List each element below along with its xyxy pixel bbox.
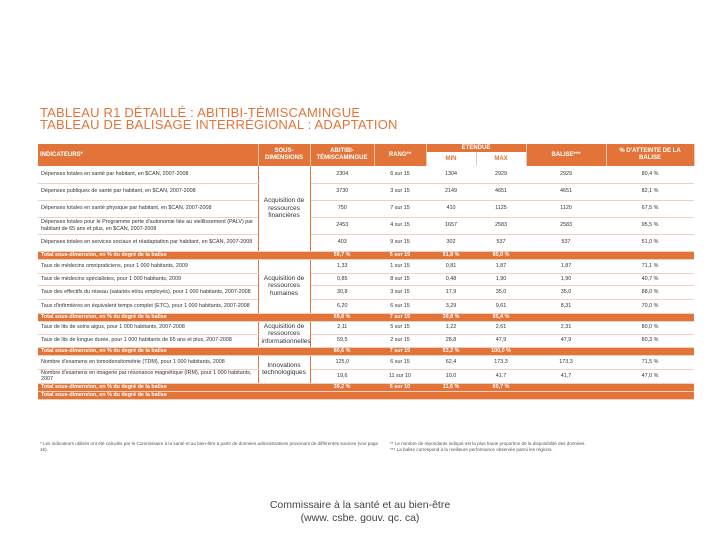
table-row (38, 334, 694, 347)
max-cell: 9,61 (476, 299, 526, 313)
note-left: * Les indicateurs utilisés ont été calculés par le Commissaire à la santé et au bien-être à partir de données administratives provenant de différentes sources (voir page 16). (40, 441, 378, 452)
max-cell: 1,90 (476, 273, 526, 285)
subtotal-empty (526, 313, 606, 321)
balise-cell: 2,31 (526, 321, 606, 334)
footer-line1: Commissaire à la santé et au bien-être (269, 499, 451, 511)
subtotal-row (38, 383, 694, 391)
max-cell: 47,9 (476, 334, 526, 347)
valeur-cell: 2304 (310, 166, 374, 183)
min-cell: 28,8 (426, 334, 476, 347)
header-rang: RANG** (374, 144, 426, 166)
rang-cell: 8 sur 15 (374, 273, 426, 285)
grand-total-row (38, 391, 694, 399)
atteinte-cell: 71,5 % (606, 355, 694, 369)
rang-cell: 6 sur 15 (374, 355, 426, 369)
valeur-cell: 125,0 (310, 355, 374, 369)
sous-dimension-cell: Acquisition de ressources financières (258, 166, 310, 251)
rang-cell: 3 sur 15 (374, 183, 426, 200)
atteinte-cell: 80,3 % (606, 334, 694, 347)
atteinte-cell: 40,7 % (606, 273, 694, 285)
rang-cell: 5 sur 15 (374, 321, 426, 334)
valeur-cell: 2453 (310, 217, 374, 234)
table-row (38, 200, 694, 217)
balisage-table (38, 144, 695, 400)
atteinte-cell: 95,5 % (606, 217, 694, 234)
table-row (38, 299, 694, 313)
sous-dimension-cell: Acquisition de ressources humaines (258, 259, 310, 313)
table-row (38, 259, 694, 273)
header-max: MAX (476, 152, 526, 166)
header-balise: BALISE*** (526, 144, 606, 166)
subtotal-empty (606, 347, 694, 355)
balise-cell: 47,9 (526, 334, 606, 347)
balise-cell: 2929 (526, 166, 606, 183)
valeur-cell: 1,33 (310, 259, 374, 273)
table-row (38, 217, 694, 234)
table-row (38, 166, 694, 183)
min-cell: 0,81 (426, 259, 476, 273)
subtotal-min: 11,6 % (426, 383, 476, 391)
indicateur-cell: Taux d'infirmières en équivalent temps complet (ETC), pour 1 000 habitants, 2007-2008 (38, 299, 258, 313)
valeur-cell: 3730 (310, 183, 374, 200)
min-cell: 2149 (426, 183, 476, 200)
max-cell: 1,87 (476, 259, 526, 273)
atteinte-cell: 51,0 % (606, 234, 694, 251)
min-cell: 17,9 (426, 285, 476, 299)
indicateur-cell: Taux de médecins spécialistes, pour 1 000 habitants, 2009 (38, 273, 258, 285)
atteinte-cell: 80,4 % (606, 166, 694, 183)
subtotal-empty (606, 383, 694, 391)
rang-cell: 9 sur 15 (374, 234, 426, 251)
subtotal-max: 100,0 % (476, 347, 526, 355)
note-right-2: *** La balise correspond à la meilleure performance observée parmi les régions. (390, 446, 553, 452)
subtotal-valeur: 39,2 % (310, 383, 374, 391)
indicateur-cell: Dépenses totales en services sociaux et réadaptation par habitant, en $CAN, 2007-2008 (38, 234, 258, 251)
indicateur-cell: Nombre d'examens en tomodensitométrie (TDM), pour 1 000 habitants, 2008 (38, 355, 258, 369)
rang-cell: 7 sur 15 (374, 200, 426, 217)
indicateur-cell: Dépenses totales en santé physique par habitant, en $CAN, 2007-2008 (38, 200, 258, 217)
valeur-cell: 403 (310, 234, 374, 251)
grand-total-label: Total sous-dimension, en % du degré de la balise (38, 391, 694, 399)
atteinte-cell: 88,0 % (606, 285, 694, 299)
subtotal-min: 51,8 % (426, 251, 476, 259)
subtotal-empty (526, 383, 606, 391)
title-block (40, 107, 700, 131)
subtotal-empty (606, 251, 694, 259)
min-cell: 410 (426, 200, 476, 217)
atteinte-cell: 71,1 % (606, 259, 694, 273)
rang-cell: 6 sur 15 (374, 166, 426, 183)
balise-cell: 8,31 (526, 299, 606, 313)
header-atteinte: % D'ATTEINTE DE LA BALISE (606, 144, 694, 166)
header-sous-dimensions: SOUS-DIMENSIONS (258, 144, 310, 166)
table-row (38, 369, 694, 383)
note-right-1: ** Le nombre de répondants indiqué est la plus haute proportion de la disponibilité des données. (390, 441, 586, 446)
subtotal-max: 85,4 % (476, 313, 526, 321)
balise-cell: 173,3 (526, 355, 606, 369)
footer-line2: (www. csbe. gouv. qc. ca) (300, 512, 420, 524)
max-cell: 2929 (476, 166, 526, 183)
header-indicateurs: INDICATEURS* (38, 144, 258, 166)
atteinte-cell: 70,0 % (606, 299, 694, 313)
table-subtitle: TABLEAU DE BALISAGE INTERRÉGIONAL : ADAPTATION (40, 117, 398, 132)
max-cell: 41,7 (476, 369, 526, 383)
header-min: MIN (426, 152, 476, 166)
rang-cell: 4 sur 15 (374, 217, 426, 234)
subtotal-valeur: 80,6 % (310, 347, 374, 355)
subtotal-empty (606, 313, 694, 321)
max-cell: 2583 (476, 217, 526, 234)
indicateur-cell: Taux de médecins omnipraticiens, pour 1 000 habitants, 2009 (38, 259, 258, 273)
balise-cell: 1,90 (526, 273, 606, 285)
table-row (38, 234, 694, 251)
subtotal-min: 53,2 % (426, 347, 476, 355)
subtotal-valeur: 59,7 % (310, 251, 374, 259)
valeur-cell: 59,5 (310, 334, 374, 347)
indicateur-cell: Nombre d'examens en imagerie par résonance magnétique (IRM), pour 1 000 habitants, 2007 (38, 369, 258, 383)
min-cell: 1,22 (426, 321, 476, 334)
subtotal-max: 80,0 % (476, 251, 526, 259)
subtotal-label: Total sous-dimension, en % du degré de la balise (38, 383, 310, 391)
atteinte-cell: 47,0 % (606, 369, 694, 383)
indicateur-cell: Taux des effectifs du réseau (salariés et/ou employés), pour 1 000 habitants, 2007-2008 (38, 285, 258, 299)
rang-cell: 1 sur 15 (374, 259, 426, 273)
indicateur-cell: Taux de lits de soins aigus, pour 1 000 habitants, 2007-2008 (38, 321, 258, 334)
valeur-cell: 6,20 (310, 299, 374, 313)
min-cell: 1304 (426, 166, 476, 183)
max-cell: 173,3 (476, 355, 526, 369)
balise-cell: 537 (526, 234, 606, 251)
header-abitibi: ABITIBI-TÉMISCAMINGUE (310, 144, 374, 166)
subtotal-row (38, 347, 694, 355)
sous-dimension-cell: Innovations technologiques (258, 355, 310, 383)
subtotal-row (38, 313, 694, 321)
subtotal-empty (526, 251, 606, 259)
atteinte-cell: 80,0 % (606, 321, 694, 334)
subtotal-rang: 7 sur 15 (374, 313, 426, 321)
table-title: TABLEAU R1 DÉTAILLÉ : ABITIBI-TÉMISCAMINGUE (40, 105, 361, 120)
min-cell: 62,4 (426, 355, 476, 369)
valeur-cell: 750 (310, 200, 374, 217)
subtotal-rang: 6 sur 10 (374, 383, 426, 391)
max-cell: 35,0 (476, 285, 526, 299)
table-row (38, 355, 694, 369)
max-cell: 537 (476, 234, 526, 251)
header-etendue: ÉTENDUE (426, 144, 526, 152)
valeur-cell: 0,85 (310, 273, 374, 285)
subtotal-label: Total sous-dimension, en % du degré de la balise (38, 251, 310, 259)
subtotal-empty (526, 347, 606, 355)
indicateur-cell: Dépenses publiques de santé par habitant, en $CAN, 2007-2008 (38, 183, 258, 200)
max-cell: 1125 (476, 200, 526, 217)
sous-dimension-cell: Acquisition de ressources informationnelles (258, 321, 310, 347)
valeur-cell: 30,8 (310, 285, 374, 299)
max-cell: 2,61 (476, 321, 526, 334)
balise-cell: 2583 (526, 217, 606, 234)
subtotal-valeur: 69,8 % (310, 313, 374, 321)
balise-cell: 1120 (526, 200, 606, 217)
balise-cell: 35,0 (526, 285, 606, 299)
rang-cell: 6 sur 15 (374, 299, 426, 313)
footer (0, 499, 720, 525)
rang-cell: 11 sur 10 (374, 369, 426, 383)
balise-cell: 41,7 (526, 369, 606, 383)
subtotal-rang: 5 sur 15 (374, 251, 426, 259)
valeur-cell: 2,11 (310, 321, 374, 334)
subtotal-label: Total sous-dimension, en % du degré de la balise (38, 347, 310, 355)
atteinte-cell: 82,1 % (606, 183, 694, 200)
valeur-cell: 19,6 (310, 369, 374, 383)
min-cell: 3,29 (426, 299, 476, 313)
table-row (38, 285, 694, 299)
indicateur-cell: Dépenses totales pour le Programme perte d'autonomie liée au vieillissement (PALV) par habitant de 65 ans et plus, en $CAN, 2007-2008 (38, 217, 258, 234)
indicateur-cell: Dépenses totales en santé par habitant, en $CAN, 2007-2008 (38, 166, 258, 183)
subtotal-label: Total sous-dimension, en % du degré de la balise (38, 313, 310, 321)
balise-cell: 1,87 (526, 259, 606, 273)
subtotal-row (38, 251, 694, 259)
table-row (38, 273, 694, 285)
subtotal-rang: 7 sur 15 (374, 347, 426, 355)
table-row (38, 321, 694, 334)
min-cell: 10,0 (426, 369, 476, 383)
rang-cell: 3 sur 15 (374, 285, 426, 299)
balise-cell: 4651 (526, 183, 606, 200)
rang-cell: 2 sur 15 (374, 334, 426, 347)
min-cell: 0,48 (426, 273, 476, 285)
min-cell: 302 (426, 234, 476, 251)
subtotal-max: 60,7 % (476, 383, 526, 391)
subtotal-min: 39,8 % (426, 313, 476, 321)
indicateur-cell: Taux de lits de longue durée, pour 1 000 habitants de 65 ans et plus, 2007-2008 (38, 334, 258, 347)
atteinte-cell: 67,5 % (606, 200, 694, 217)
max-cell: 4651 (476, 183, 526, 200)
min-cell: 1657 (426, 217, 476, 234)
table-row (38, 183, 694, 200)
note-right (390, 441, 690, 452)
